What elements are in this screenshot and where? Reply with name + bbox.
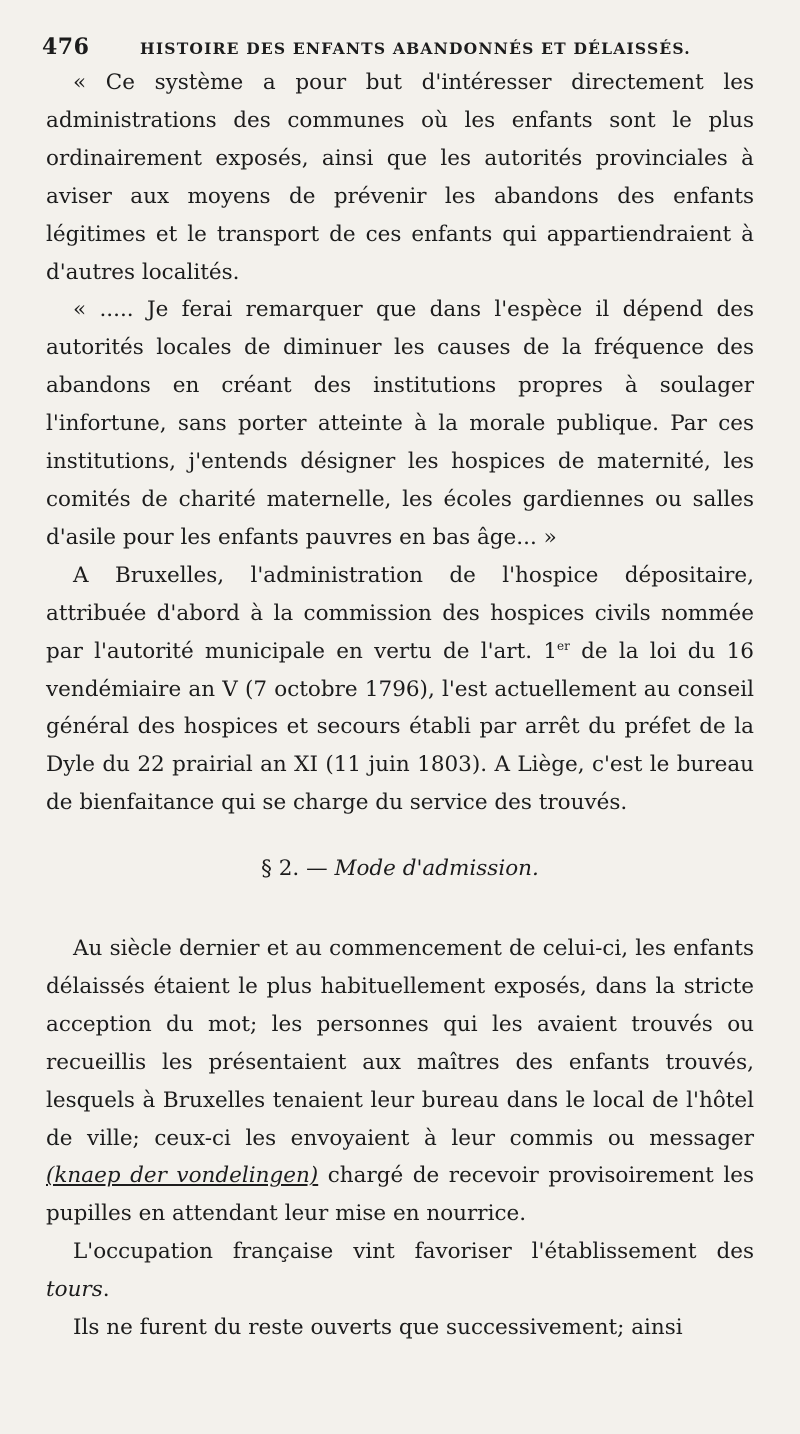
paragraph-quote-system: « Ce système a pour but d'intéresser directement les administrations des communes où les enfants sont le plus ordinairement exposés, ainsi que les autorités provinciales à aviser aux moyens de prévenir les abandons des enfants légitimes et le transport de ces enfants qui appartiendraient à d'autres localités. bbox=[46, 70, 754, 285]
tours-term: tours bbox=[46, 1277, 103, 1303]
paragraph-bruxelles bbox=[46, 557, 754, 822]
occupation-period: . bbox=[102, 1277, 110, 1303]
running-head bbox=[42, 34, 754, 64]
siecle-text-end: chargé de recevoir provisoirement les pupilles en attendant leur mise en nourrice. bbox=[46, 1163, 755, 1227]
paragraph-quote-remark: « ..... Je ferai remarquer que dans l'espèce il dépend des autorités locales de diminuer les causes de la fréquence des abandons en créant des institutions propres à soulager l'infortune, sans porter atteinte à la morale publique. Par ces institutions, j'entends désigner les hospices de maternité, les comités de charité maternelle, les écoles gardiennes ou salles d'asile pour les enfants pauvres en bas âge... » bbox=[46, 297, 754, 550]
running-title: HISTOIRE DES ENFANTS ABANDONNÉS ET DÉLAISSÉS. bbox=[140, 39, 691, 58]
superscript-er: er bbox=[557, 638, 570, 653]
paragraph-occupation bbox=[46, 1233, 754, 1309]
paragraph-siecle-dernier bbox=[46, 930, 754, 1233]
bruxelles-text-start: A Bruxelles, l'administration de l'hospice dépositaire, attribuée d'abord à la commission des hospices civils nommée par l'autorité municipale en vertu de l'art. 1 bbox=[46, 562, 754, 664]
section-title: Mode d'admission. bbox=[334, 856, 539, 882]
siecle-text-start: Au siècle dernier et au commencement de celui-ci, les enfants délaissés étaient le plus habituellement exposés, dans la stricte acception du mot; les personnes qui les avaient trouvés ou recueillis les présentaient aux maîtres des enfants trouvés, lesquels à Bruxelles tenaient leur bureau dans le local de l'hôtel de ville; ceux-ci les envoyaient à leur commis ou messager bbox=[46, 936, 754, 1151]
page-number: 476 bbox=[42, 34, 90, 60]
occupation-text: L'occupation française vint favoriser l'établissement des bbox=[73, 1239, 754, 1265]
bruxelles-text-end: de la loi du 16 vendémiaire an V (7 octobre 1796), l'est actuellement au conseil général des hospices et secours établi par arrêt du préfet de la Dyle du 22 prairial an XI (11 juin 1803). A Liège, c'est le bureau de bienfaitance qui se charge du service des trouvés. bbox=[46, 638, 754, 816]
knaep-term: (knaep der vondelingen) bbox=[46, 1163, 319, 1189]
body-text bbox=[46, 64, 754, 1347]
section-number: § 2. — bbox=[261, 856, 328, 882]
section-heading bbox=[46, 850, 754, 888]
paragraph-ouverts: Ils ne furent du reste ouverts que successivement; ainsi bbox=[73, 1315, 683, 1341]
